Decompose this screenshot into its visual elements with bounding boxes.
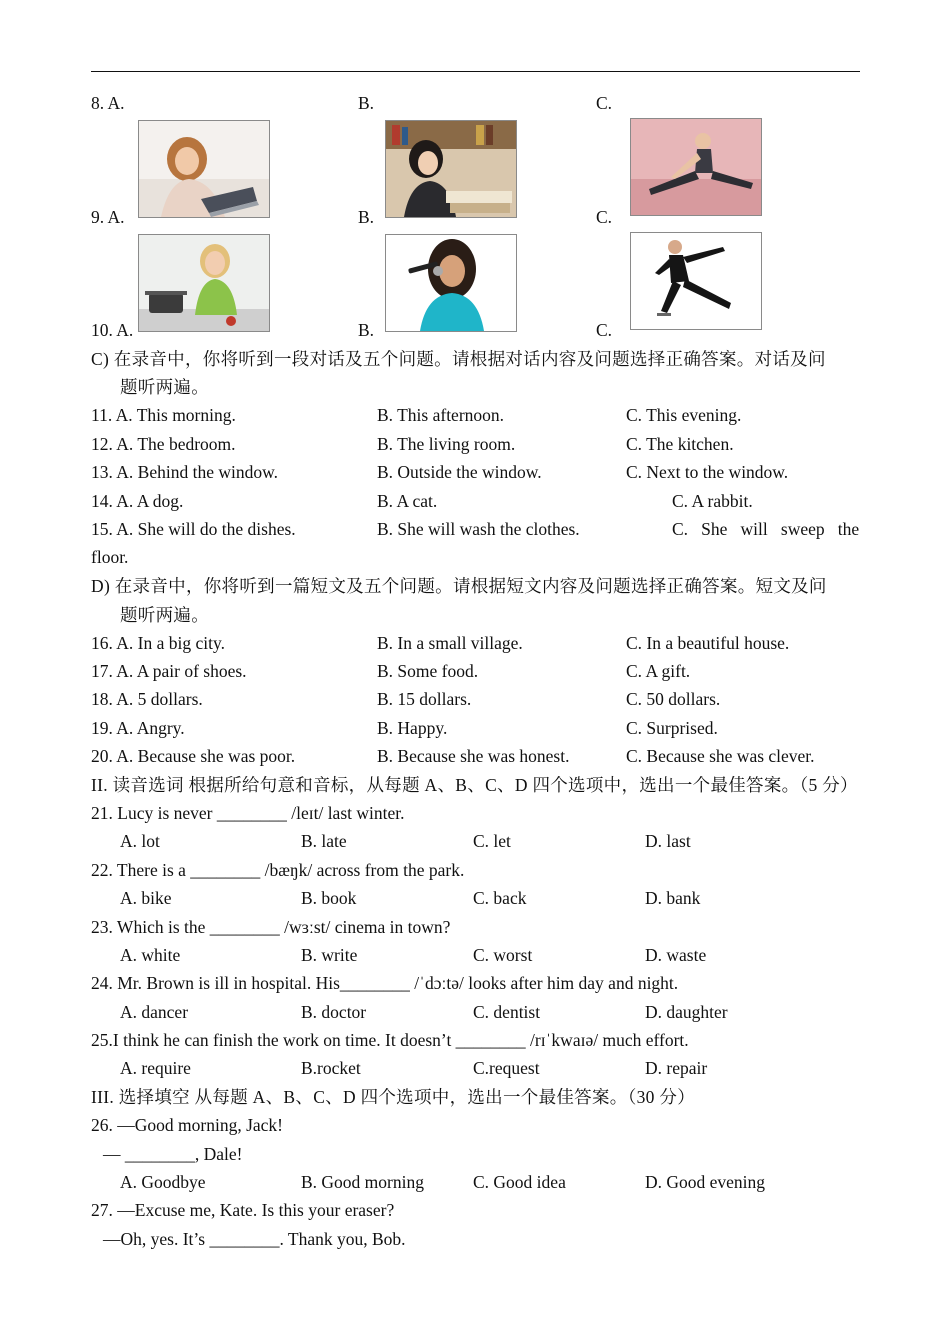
q15-option-a: 15. A. She will do the dishes. (91, 519, 296, 539)
q12-option-c: C. The kitchen. (626, 434, 734, 454)
q21-stem: 21. Lucy is never ________ /leɪt/ last winter. (91, 803, 405, 823)
q25-option-d: D. repair (645, 1058, 708, 1078)
girl-singing-microphone-photo (385, 234, 517, 332)
q11-option-a: 11. A. This morning. (91, 405, 236, 425)
q21-option-a: A. lot (120, 831, 160, 851)
q26-option-d: D. Good evening (645, 1172, 766, 1192)
q14-option-a: 14. A. A dog. (91, 491, 184, 511)
woman-cooking-photo (138, 234, 270, 332)
q24-stem: 24. Mr. Brown is ill in hospital. His________ /ˈdɔːtə/ looks after him day and night. (91, 973, 679, 993)
man-ice-skating-photo (630, 232, 762, 330)
q24-option-d: D. daughter (645, 1002, 728, 1022)
section-c-instructions-cont: 题听两遍。 (120, 377, 209, 397)
woman-with-laptop-illustration (139, 121, 269, 217)
q18-option-a: 18. A. 5 dollars. (91, 689, 203, 709)
section-iii-heading: III. 选择填空 从每题 A、B、C、D 四个选项中，选出一个最佳答案。（30 分） (91, 1087, 696, 1107)
q10-label-a: 10. A. (91, 320, 134, 340)
q23-option-d: D. waste (645, 945, 707, 965)
q26-line2: — ________, Dale! (103, 1144, 243, 1164)
girl-reading-books-illustration (386, 121, 516, 217)
q25-option-b: B.rocket (301, 1058, 361, 1078)
q22-option-b: B. book (301, 888, 357, 908)
q26-option-b: B. Good morning (301, 1172, 424, 1192)
q20-option-a: 20. A. Because she was poor. (91, 746, 296, 766)
q15-option-b: B. She will wash the clothes. (377, 519, 580, 539)
q22-option-a: A. bike (120, 888, 172, 908)
q26-option-c: C. Good idea (473, 1172, 566, 1192)
q18-option-c: C. 50 dollars. (626, 689, 721, 709)
q22-stem: 22. There is a ________ /bæŋk/ across from the park. (91, 860, 465, 880)
q16-option-a: 16. A. In a big city. (91, 633, 225, 653)
q23-option-c: C. worst (473, 945, 533, 965)
q26-option-a: A. Goodbye (120, 1172, 206, 1192)
q17-option-a: 17. A. A pair of shoes. (91, 661, 247, 681)
q19-option-a: 19. A. Angry. (91, 718, 185, 738)
q8-label-c: C. (596, 93, 613, 113)
q11-option-b: B. This afternoon. (377, 405, 505, 425)
section-ii-heading: II. 读音选词 根据所给句意和音标，从每题 A、B、C、D 四个选项中，选出一个最佳答案。（5 分） (91, 775, 858, 795)
woman-stretching-illustration (631, 119, 761, 215)
q9-label-c: C. (596, 207, 613, 227)
q25-option-a: A. require (120, 1058, 191, 1078)
q15-option-c-cont: floor. (91, 547, 129, 567)
section-d-instructions: D) 在录音中，你将听到一篇短文及五个问题。请根据短文内容及问题选择正确答案。短文及问 (91, 576, 827, 596)
q23-option-a: A. white (120, 945, 181, 965)
q17-option-b: B. Some food. (377, 661, 479, 681)
q23-option-b: B. write (301, 945, 358, 965)
q21-option-c: C. let (473, 831, 511, 851)
q10-label-b: B. (358, 320, 375, 340)
woman-with-laptop-photo (138, 120, 270, 218)
q24-option-b: B. doctor (301, 1002, 367, 1022)
q16-option-c: C. In a beautiful house. (626, 633, 790, 653)
section-d-instructions-cont: 题听两遍。 (120, 605, 209, 625)
q27-line1: 27. —Excuse me, Kate. Is this your eraser? (91, 1200, 395, 1220)
q22-option-d: D. bank (645, 888, 701, 908)
q19-option-b: B. Happy. (377, 718, 448, 738)
q24-option-c: C. dentist (473, 1002, 541, 1022)
q22-option-c: C. back (473, 888, 527, 908)
q9-label-a: 9. A. (91, 207, 125, 227)
q13-option-a: 13. A. Behind the window. (91, 462, 278, 482)
q15-option-c: C. She will sweep the (672, 519, 860, 539)
q23-stem: 23. Which is the ________ /wɜːst/ cinema in town? (91, 917, 451, 937)
q26-line1: 26. —Good morning, Jack! (91, 1115, 283, 1135)
q24-option-a: A. dancer (120, 1002, 189, 1022)
q16-option-b: B. In a small village. (377, 633, 523, 653)
q10-label-c: C. (596, 320, 613, 340)
q20-option-c: C. Because she was clever. (626, 746, 815, 766)
q14-option-b: B. A cat. (377, 491, 438, 511)
q8-label-b: B. (358, 93, 375, 113)
q27-line2: —Oh, yes. It’s ________. Thank you, Bob. (103, 1229, 406, 1249)
q12-option-b: B. The living room. (377, 434, 516, 454)
q13-option-c: C. Next to the window. (626, 462, 789, 482)
q17-option-c: C. A gift. (626, 661, 691, 681)
q14-option-c: C. A rabbit. (672, 491, 753, 511)
q25-option-c: C.request (473, 1058, 540, 1078)
q19-option-c: C. Surprised. (626, 718, 718, 738)
q13-option-b: B. Outside the window. (377, 462, 542, 482)
q11-option-c: C. This evening. (626, 405, 742, 425)
section-c-instructions: C) 在录音中，你将听到一段对话及五个问题。请根据对话内容及问题选择正确答案。对话及问 (91, 349, 826, 369)
q18-option-b: B. 15 dollars. (377, 689, 472, 709)
woman-stretching-photo (630, 118, 762, 216)
q21-option-b: B. late (301, 831, 347, 851)
q8-label-a: 8. A. (91, 93, 125, 113)
girl-singing-microphone-illustration (386, 235, 516, 331)
girl-reading-books-photo (385, 120, 517, 218)
q21-option-d: D. last (645, 831, 691, 851)
man-ice-skating-illustration (631, 233, 761, 329)
q25-stem: 25.I think he can finish the work on time. It doesn’t ________ /rɪˈkwaɪə/ much effort. (91, 1030, 689, 1050)
header-rule (91, 71, 860, 72)
q12-option-a: 12. A. The bedroom. (91, 434, 236, 454)
q9-label-b: B. (358, 207, 375, 227)
woman-cooking-illustration (139, 235, 269, 331)
q20-option-b: B. Because she was honest. (377, 746, 570, 766)
